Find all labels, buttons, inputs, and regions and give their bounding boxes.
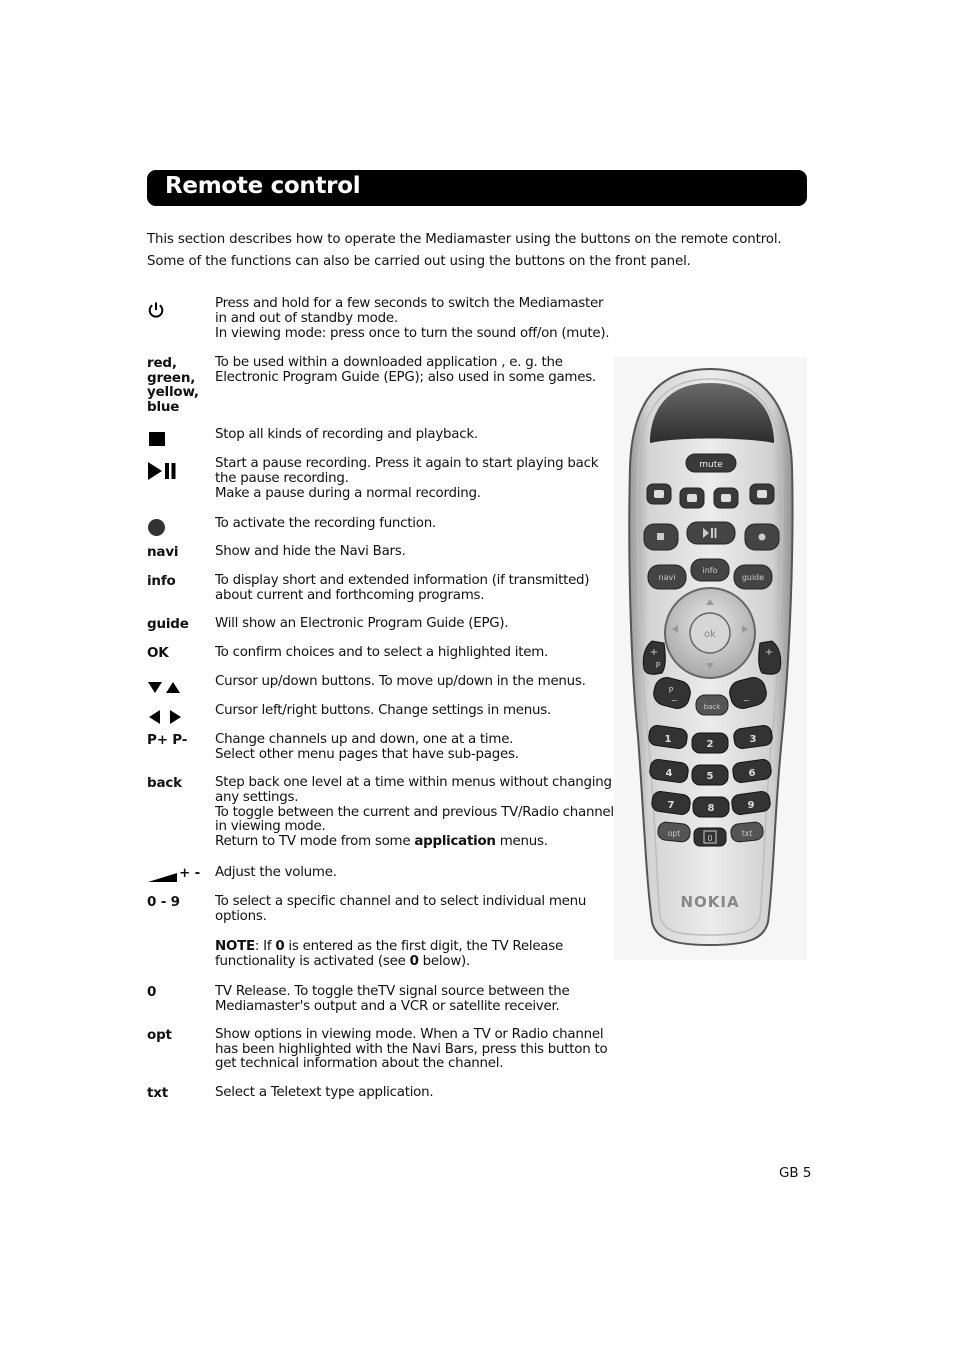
entry-description: Show options in viewing mode. When a TV or Radio channel has been highlighted with the Navi Bars, press this button to get technical information about the channel. xyxy=(215,1027,608,1072)
back-label: back xyxy=(703,703,721,711)
intro-text xyxy=(147,229,787,273)
brand-logo: NOKIA xyxy=(680,893,740,911)
entry-key: red, green, yellow, blue xyxy=(147,355,199,415)
digit-1: 1 xyxy=(664,734,672,745)
digit-6: 6 xyxy=(748,768,756,779)
entry-description: Cursor up/down buttons. To move up/down in the menus. xyxy=(215,674,586,689)
entry-key: 0 - 9 xyxy=(147,894,180,910)
mute-label: mute xyxy=(699,460,723,470)
entry-description: To be used within a downloaded application , e. g. the Electronic Program Guide (EPG); also used in some games. xyxy=(215,355,596,385)
digit-9: 9 xyxy=(747,800,755,811)
guide-label: guide xyxy=(741,573,765,582)
arrow-down-up-icon xyxy=(148,681,180,694)
p-minus-sign: − xyxy=(670,696,678,705)
intro-line: Some of the functions can also be carried out using the buttons on the front panel. xyxy=(147,254,691,269)
entry-description: TV Release. To toggle theTV signal source between the Mediamaster's output and a VCR or satellite receiver. xyxy=(215,984,570,1014)
entry-key: guide xyxy=(147,616,189,632)
entry-description: Start a pause recording. Press it again to start playing back the pause recording. Make a pause during a normal recording. xyxy=(215,456,599,501)
entry-description: Change channels up and down, one at a time. Select other menu pages that have sub-pages. xyxy=(215,732,519,763)
vol-plus-label: + xyxy=(764,647,774,658)
vol-minus-sign: − xyxy=(742,696,750,705)
entry-description: Stop all kinds of recording and playback. xyxy=(215,427,478,442)
p-label: P xyxy=(655,661,661,670)
entry-description: To display short and extended information (if transmitted) about current and forthcoming programs. xyxy=(215,573,590,603)
txt-label: txt xyxy=(741,829,753,838)
digit-4: 4 xyxy=(665,768,673,779)
zero-label: 0 xyxy=(707,834,713,843)
stop-icon xyxy=(149,432,165,446)
digit-5: 5 xyxy=(706,771,714,782)
remote-control-image xyxy=(614,357,807,960)
volume-icon xyxy=(148,870,178,882)
entry-description: Adjust the volume. xyxy=(215,865,337,880)
info-label: info xyxy=(702,566,718,575)
p-minus-label: P xyxy=(668,686,674,695)
entry-key: P+ P- xyxy=(147,732,188,748)
intro-line: This section describes how to operate the Mediamaster using the buttons on the remote control. xyxy=(147,232,782,247)
note: NOTE: If 0 is entered as the first digit, the TV Release functionality is activated (see 0 below). xyxy=(215,939,563,969)
entry-key: 0 xyxy=(147,984,157,1000)
page-title: Remote control xyxy=(165,173,361,199)
entry-description: To activate the recording function. xyxy=(215,516,436,531)
play-pause-icon xyxy=(148,462,178,480)
digit-7: 7 xyxy=(667,800,675,811)
opt-label: opt xyxy=(667,829,681,838)
arrow-left-right-icon xyxy=(148,710,182,724)
entry-description: Select a Teletext type application. xyxy=(215,1085,434,1100)
entry-description: To confirm choices and to select a highlighted item. xyxy=(215,645,549,660)
digit-2: 2 xyxy=(706,739,714,750)
digit-8: 8 xyxy=(707,803,715,814)
navi-label: navi xyxy=(658,573,676,582)
entry-key: navi xyxy=(147,544,179,560)
entry-key: OK xyxy=(147,645,169,661)
entry-key: back xyxy=(147,775,182,791)
entry-key: txt xyxy=(147,1085,169,1101)
page-number: GB 5 xyxy=(779,1166,812,1181)
entry-description: To select a specific channel and to select individual menu options. NOTE: If 0 is entered as the first digit, the TV Release functionality is activated (see 0 below). xyxy=(215,895,615,970)
entry-description: Press and hold for a few seconds to switch the Mediamaster in and out of standby mode. In viewing mode: press once to turn the sound off/on (mute). xyxy=(215,296,610,341)
record-icon xyxy=(148,519,165,536)
entry-description: Cursor left/right buttons. Change settings in menus. xyxy=(215,703,551,718)
entry-key: opt xyxy=(147,1027,172,1043)
entry-description: Step back one level at a time within menus without changing any settings. To toggle between the current and previous TV/Radio channel in viewing mode. Return to TV mode from some application menus. xyxy=(215,775,614,850)
entry-description: Will show an Electronic Program Guide (EPG). xyxy=(215,616,509,631)
ok-label: ok xyxy=(704,629,716,640)
entry-key: info xyxy=(147,573,176,589)
title-bar xyxy=(147,170,807,206)
digit-3: 3 xyxy=(749,734,757,745)
entry-description: Show and hide the Navi Bars. xyxy=(215,544,406,559)
power-icon xyxy=(147,301,165,319)
p-plus-label: + xyxy=(649,647,659,658)
entry-key: + - xyxy=(179,865,201,881)
